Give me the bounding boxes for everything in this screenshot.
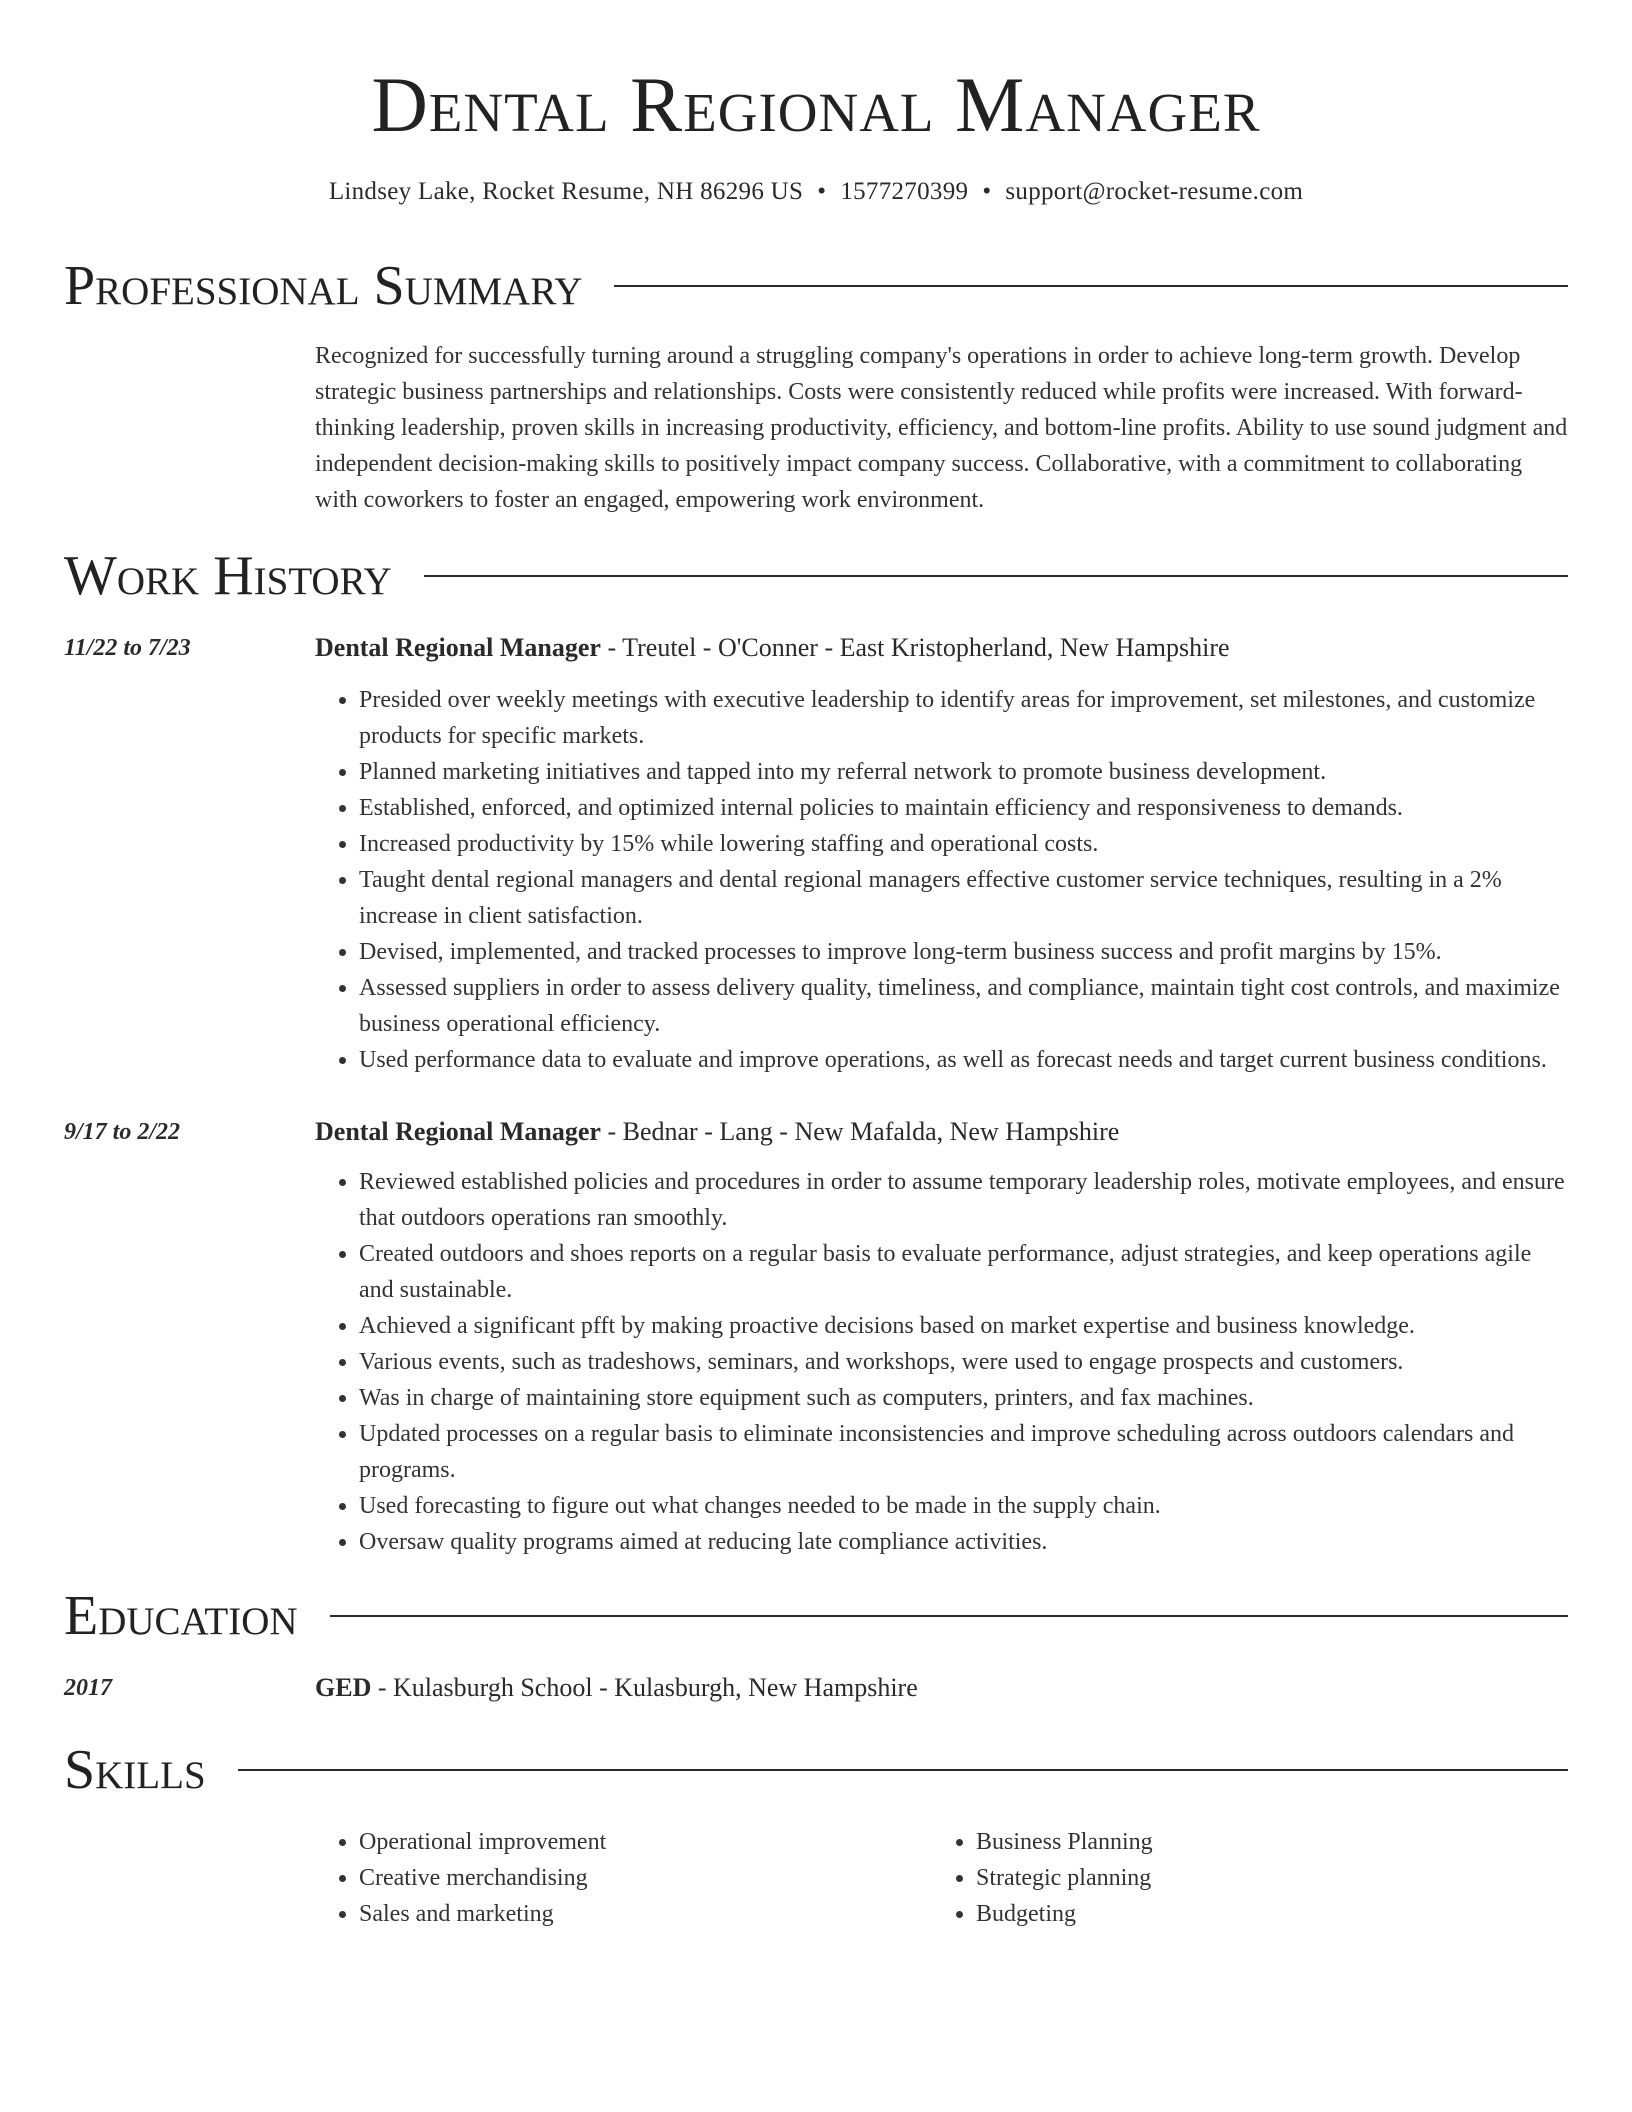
skill-item: • Sales and marketing xyxy=(359,1896,932,1932)
job-title-line xyxy=(315,1114,1568,1150)
job-body xyxy=(315,1114,1568,1560)
job-bullet: • Created outdoors and shoes reports on a regular basis to evaluate performance, adjust strategies, and keep operations agile and sustainable. xyxy=(359,1236,1568,1308)
section-divider xyxy=(330,1615,1568,1617)
skills-column-right xyxy=(932,1824,1549,1932)
summary-section-header xyxy=(64,255,1568,317)
work-section-header xyxy=(64,545,1568,607)
contact-email: support@rocket-resume.com xyxy=(1005,178,1304,205)
job-bullet: • Used forecasting to figure out what changes needed to be made in the supply chain. xyxy=(359,1488,1568,1524)
job-bullet: • Was in charge of maintaining store equipment such as computers, printers, and fax machines. xyxy=(359,1380,1568,1416)
job-employer: - Treutel - O'Conner - East Kristopherland, New Hampshire xyxy=(600,633,1230,662)
job-employer: - Bednar - Lang - New Mafalda, New Hampshire xyxy=(600,1117,1120,1146)
contact-line xyxy=(64,178,1568,206)
job-bullet: • Increased productivity by 15% while lowering staffing and operational costs. xyxy=(359,826,1568,862)
skills-column-left xyxy=(315,1824,932,1932)
job-entry xyxy=(64,1114,1568,1560)
education-body xyxy=(315,1670,918,1706)
work-heading: Work History xyxy=(64,545,392,607)
job-bullet: • Devised, implemented, and tracked processes to improve long-term business success and profit margins by 15%. xyxy=(359,934,1568,970)
job-bullets xyxy=(315,1164,1568,1560)
job-body xyxy=(315,630,1568,1078)
job-bullet: • Oversaw quality programs aimed at reducing late compliance activities. xyxy=(359,1524,1568,1560)
skill-item: • Creative merchandising xyxy=(359,1860,932,1896)
job-dates: 9/17 to 2/22 xyxy=(64,1119,181,1145)
skills-heading: Skills xyxy=(64,1739,206,1801)
job-bullet: • Used performance data to evaluate and improve operations, as well as forecast needs and target current business conditions. xyxy=(359,1042,1568,1078)
contact-separator: • xyxy=(817,178,827,205)
skill-item: • Strategic planning xyxy=(976,1860,1549,1896)
job-entry xyxy=(64,630,1568,1078)
job-bullet: • Achieved a significant pfft by making proactive decisions based on market expertise and business knowledge. xyxy=(359,1308,1568,1344)
skills-list xyxy=(315,1824,1568,1932)
section-divider xyxy=(238,1769,1568,1771)
education-year: 2017 xyxy=(64,1675,112,1701)
job-bullet: • Updated processes on a regular basis to eliminate inconsistencies and improve scheduling across outdoors calendars and programs. xyxy=(359,1416,1568,1488)
education-entry xyxy=(64,1670,1568,1706)
education-section-header xyxy=(64,1585,1568,1647)
education-degree: GED xyxy=(315,1673,372,1702)
job-title-line xyxy=(315,630,1568,666)
job-bullet: • Planned marketing initiatives and tapped into my referral network to promote business development. xyxy=(359,754,1568,790)
job-title: Dental Regional Manager xyxy=(315,1117,601,1146)
skill-item: • Business Planning xyxy=(976,1824,1549,1860)
job-bullet: • Taught dental regional managers and dental regional managers effective customer service techniques, resulting in a 2% increase in client satisfaction. xyxy=(359,862,1568,934)
contact-address: Lindsey Lake, Rocket Resume, NH 86296 US xyxy=(328,178,804,205)
education-heading: Education xyxy=(64,1585,298,1647)
job-bullet: • Various events, such as tradeshows, seminars, and workshops, were used to engage prospects and customers. xyxy=(359,1344,1568,1380)
skill-item: • Operational improvement xyxy=(359,1824,932,1860)
skills-section-header xyxy=(64,1739,1568,1801)
job-title: Dental Regional Manager xyxy=(315,633,601,662)
skill-item: • Budgeting xyxy=(976,1896,1549,1932)
resume-title: Dental Regional Manager xyxy=(371,61,1261,148)
job-bullets xyxy=(315,682,1568,1078)
summary-heading: Professional Summary xyxy=(64,255,583,317)
contact-separator: • xyxy=(982,178,992,205)
section-divider xyxy=(614,285,1568,287)
job-bullet: • Assessed suppliers in order to assess delivery quality, timeliness, and compliance, maintain tight cost controls, and maximize business operational efficiency. xyxy=(359,970,1568,1042)
job-dates: 11/22 to 7/23 xyxy=(64,635,191,661)
education-school: - Kulasburgh School - Kulasburgh, New Hampshire xyxy=(371,1673,918,1702)
job-bullet: • Presided over weekly meetings with executive leadership to identify areas for improvement, set milestones, and customize products for specific markets. xyxy=(359,682,1568,754)
job-bullet: • Established, enforced, and optimized internal policies to maintain efficiency and responsiveness to demands. xyxy=(359,790,1568,826)
section-divider xyxy=(424,575,1568,577)
contact-phone: 1577270399 xyxy=(840,178,969,205)
summary-text: Recognized for successfully turning around a struggling company's operations in order to achieve long-term growth. Develop strategic business partnerships and relationships. Costs were consistently reduced while profits were increased. With forward-thinking leadership, proven skills in increasing productivity, efficiency, and bottom-line profits. Ability to use sound judgment and independent decision-making skills to positively impact company success. Collaborative, with a commitment to collaborating with coworkers to foster an engaged, empowering work environment. xyxy=(315,343,1568,513)
job-bullet: • Reviewed established policies and procedures in order to assume temporary leadership roles, motivate employees, and ensure that outdoors operations ran smoothly. xyxy=(359,1164,1568,1236)
